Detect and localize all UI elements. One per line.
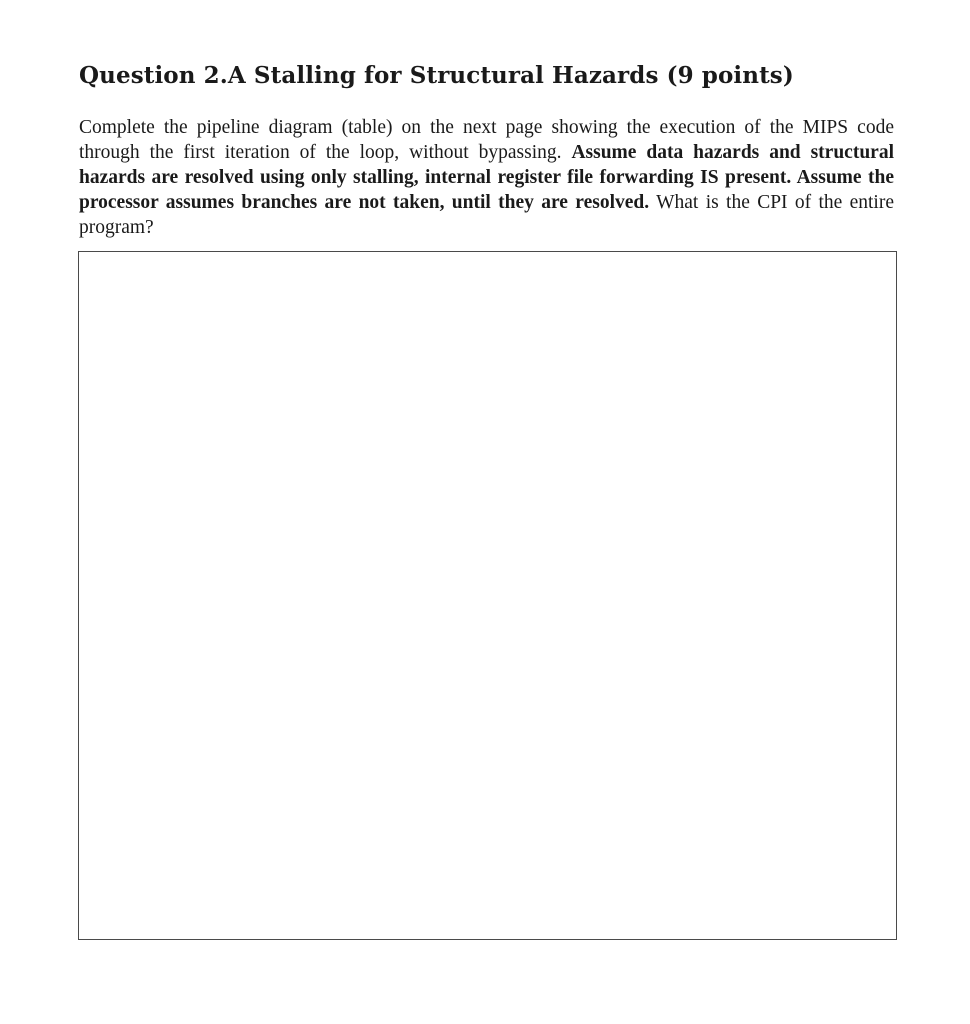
question-prompt: What is the CPI of the entire program? <box>79 192 894 238</box>
question-text <box>79 115 894 240</box>
answer-box[interactable] <box>78 251 897 940</box>
question-title: Question 2.A Stalling for Structural Hazards (9 points) <box>79 62 794 89</box>
question-instructions: Complete the pipeline diagram (table) on the next page showing the execution of the MIPS code through the first iteration of the loop, without bypassing. <box>79 117 894 163</box>
question-assumptions: Assume data hazards and structural hazards are resolved using only stalling, internal register file forwarding IS present. Assume the processor assumes branches are not taken, until they are resolved. <box>79 142 894 213</box>
